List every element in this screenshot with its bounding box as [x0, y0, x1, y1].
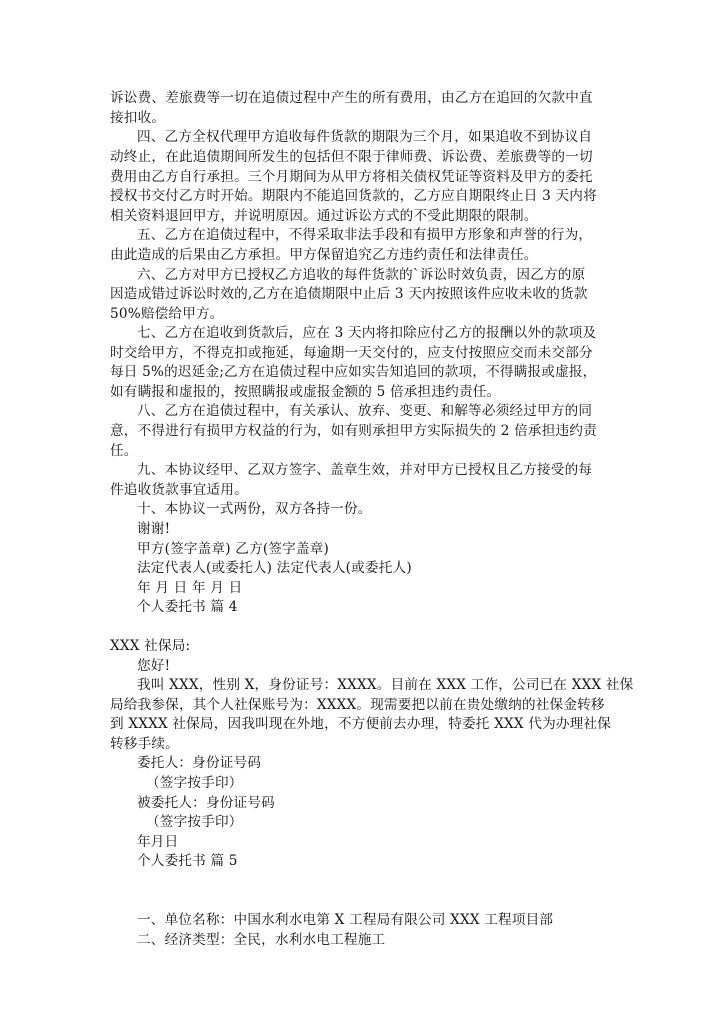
text-line: XXX 社保局: [110, 638, 191, 654]
text-line: 50%赔偿给甲方。 [110, 306, 224, 322]
text-line: 八、乙方在追债过程中，有关承认、放弃、变更、和解等必须经过甲方的同 [137, 403, 593, 419]
text-line: 四、乙方全权代理甲方追收每件货款的期限为三个月，如果追收不到协议自 [137, 129, 593, 145]
text-line: 七、乙方在追收到货款后，应在 3 天内将扣除应付乙方的报酬以外的款项及 [137, 325, 597, 341]
text-line: 费用由乙方自行承担。三个月期间为从甲方将相关债权凭证等资料及甲方的委托 [110, 169, 593, 185]
text-line: 委托人：身份证号码 [137, 755, 262, 771]
text-line: 意，不得进行有损甲方权益的行为，如有则承担甲方实际损失的 2 倍承担违约责 [110, 423, 597, 439]
text-line: 到 XXXX 社保局，因我叫现在外地，不方便前去办理，特委托 XXX 代为办理社保 [110, 716, 612, 732]
text-line: （签字按手印） [146, 814, 243, 830]
text-line: 任。 [110, 443, 138, 459]
text-line: 诉讼费、差旅费等一切在追债过程中产生的所有费用，由乙方在追回的欠款中直 [110, 90, 593, 106]
text-line: 件追收货款事宜适用。 [110, 482, 248, 498]
text-line: 五、乙方在追债过程中，不得采取非法手段和有损甲方形象和声誉的行为， [137, 227, 593, 243]
text-line: 年 月 日 年 月 日 [137, 580, 243, 596]
text-line: 谢谢! [137, 521, 171, 537]
text-line: 授权书交付乙方时开始。期限内不能追回货款的，乙方应自期限终止日 3 天内将 [110, 188, 597, 204]
section-heading: 个人委托书 篇 5 [137, 853, 238, 869]
text-line: 甲方(签字盖章) 乙方(签字盖章) [137, 541, 330, 557]
text-line: 局给我参保，其个人社保账号为：XXXX。现需要把以前在贵处缴纳的社保金转移 [110, 697, 605, 713]
text-line: 十、本协议一式两份，双方各持一份。 [137, 501, 372, 517]
text-line: （签字按手印） [146, 775, 243, 791]
text-line: 转移手续。 [110, 736, 179, 752]
text-line: 因造成错过诉讼时效的,乙方在追债期限中止后 3 天内按照该件应收未收的货款 [110, 286, 588, 302]
text-line: 年月日 [137, 834, 179, 850]
text-line: 相关资料退回甲方，并说明原因。通过诉讼方式的不受此期限的限制。 [110, 208, 538, 224]
section-heading: 个人委托书 篇 4 [137, 599, 238, 615]
text-line: 被委托人：身份证号码 [137, 795, 275, 811]
text-line: 您好! [137, 658, 171, 674]
text-line: 时交给甲方，不得克扣或拖延，每逾期一天交付的，应支付按照应交而未交部分 [110, 345, 593, 361]
text-line: 动终止，在此追债期间所发生的包括但不限于律师费、诉讼费、差旅费等的一切 [110, 149, 593, 165]
text-line: 由此造成的后果由乙方承担。甲方保留追究乙方违约责任和法律责任。 [110, 247, 538, 263]
text-line: 法定代表人(或委托人) 法定代表人(或委托人) [137, 560, 412, 576]
text-line: 九、本协议经甲、乙双方签字、盖章生效，并对甲方已授权且乙方接受的每 [137, 462, 593, 478]
text-line: 六、乙方对甲方已授权乙方追收的每件货款的`诉讼时效负责，因乙方的原 [137, 267, 586, 283]
text-line: 如有瞒报和虚报的，按照瞒报或虚报金额的 5 倍承担违约责任。 [110, 384, 501, 400]
text-line: 我叫 XXX，性别 X，身份证号：XXXX。目前在 XXX 工作，公司已在 XXX 社保 [137, 677, 634, 693]
text-line: 接扣收。 [110, 110, 166, 126]
text-line: 每日 5%的迟延金;乙方在追债过程中应如实告知追回的款项，不得瞒报或虚报， [110, 364, 597, 380]
text-line: 二、经济类型：全民，水利水电工程施工 [137, 932, 386, 948]
text-line: 一、单位名称：中国水利水电第 X 工程局有限公司 XXX 工程项目部 [137, 912, 554, 928]
